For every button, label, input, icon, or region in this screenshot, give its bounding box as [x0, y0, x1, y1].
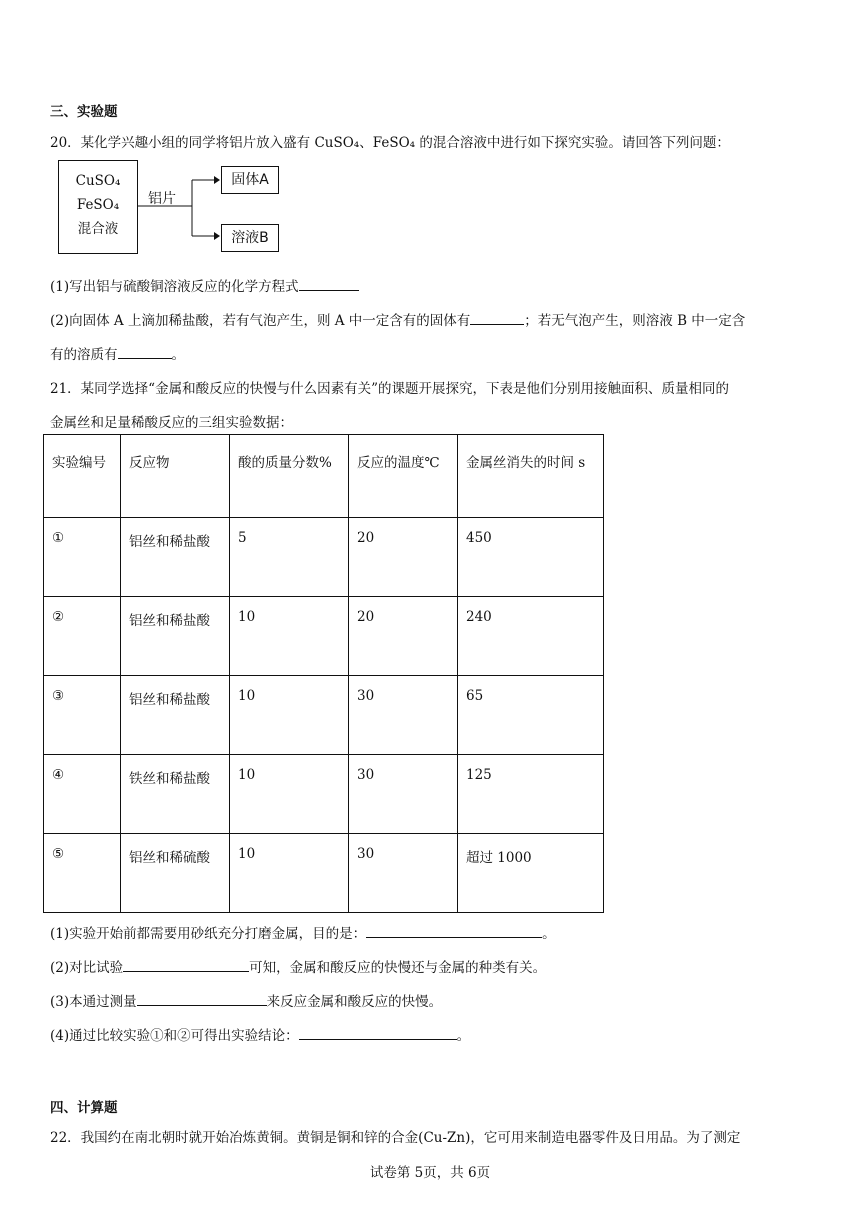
q21-part3 [50, 990, 442, 1010]
mixture-cuso4: CuSO₄ [75, 173, 121, 189]
header-experiment-number: 实验编号 [44, 435, 121, 518]
cell-reactant: 铝丝和稀盐酸 [121, 597, 230, 676]
cell-time: 超过 1000 [458, 834, 604, 913]
q21-part1-text-b: 。 [542, 926, 556, 942]
cell-time: 125 [458, 755, 604, 834]
cell-reactant: 铝丝和稀硫酸 [121, 834, 230, 913]
cell-temperature: 30 [349, 834, 458, 913]
cell-temperature: 20 [349, 518, 458, 597]
q21-part1-text-a: (1)实验开始前都需要用砂纸充分打磨金属，目的是： [50, 926, 367, 942]
q21-intro-line1: 21．某同学选择“金属和酸反应的快慢与什么因素有关”的课题开展探究，下表是他们分别用接触面积、质量相同的 [50, 381, 729, 397]
q20-part2-text-c: 有的溶质有 [50, 347, 118, 363]
table-row [44, 676, 604, 755]
cell-number: ① [44, 518, 121, 597]
answer-blank[interactable] [366, 925, 542, 938]
cell-time: 240 [458, 597, 604, 676]
solution-b-box: 溶液B [221, 224, 279, 252]
cell-temperature: 30 [349, 755, 458, 834]
table-row [44, 834, 604, 913]
cell-acid-fraction: 10 [230, 676, 349, 755]
experiment-diagram [56, 160, 286, 256]
cell-temperature: 30 [349, 676, 458, 755]
section-title-experiment: 三、实验题 [50, 104, 118, 120]
header-acid-mass-fraction: 酸的质量分数% [230, 435, 349, 518]
cell-number: ④ [44, 755, 121, 834]
header-temperature: 反应的温度℃ [349, 435, 458, 518]
cell-acid-fraction: 10 [230, 755, 349, 834]
cell-acid-fraction: 10 [230, 834, 349, 913]
q20-part2-text-d: 。 [171, 347, 185, 363]
q21-part1 [50, 922, 556, 942]
q22-intro: 22．我国约在南北朝时就开始冶炼黄铜。黄铜是铜和锌的合金(Cu-Zn)，它可用来制造电器零件及日用品。为了测定 [50, 1130, 741, 1146]
cell-time: 450 [458, 518, 604, 597]
answer-blank[interactable] [299, 278, 359, 291]
q21-part4 [50, 1024, 470, 1044]
cell-temperature: 20 [349, 597, 458, 676]
q20-part2-line1 [50, 309, 745, 329]
q20-part2-line2 [50, 343, 185, 363]
table-row [44, 518, 604, 597]
q21-intro-line2: 金属丝和足量稀酸反应的三组实验数据： [50, 415, 293, 431]
q20-part2-text-a: (2)向固体 A 上滴加稀盐酸，若有气泡产生，则 A 中一定含有的固体有 [50, 313, 471, 329]
q21-part4-text-b: 。 [456, 1028, 471, 1044]
solid-a-box: 固体A [221, 166, 279, 194]
header-disappear-time: 金属丝消失的时间 s [458, 435, 604, 518]
mixture-label: 混合液 [77, 221, 119, 237]
table-header-row [44, 435, 604, 518]
answer-blank[interactable] [123, 959, 249, 972]
q21-part2-text-b: 可知，金属和酸反应的快慢还与金属的种类有关。 [249, 960, 547, 976]
cell-number: ② [44, 597, 121, 676]
cell-acid-fraction: 10 [230, 597, 349, 676]
q21-part3-text-a: (3)本通过测量 [50, 994, 137, 1010]
cell-acid-fraction: 5 [230, 518, 349, 597]
q21-part3-text-b: 来反应金属和酸反应的快慢。 [266, 994, 443, 1010]
cell-reactant: 铁丝和稀盐酸 [121, 755, 230, 834]
cell-time: 65 [458, 676, 604, 755]
q20-part1-text: (1)写出铝与硫酸铜溶液反应的化学方程式 [50, 279, 299, 295]
mixture-feso4: FeSO₄ [76, 197, 120, 213]
section-title-calculation: 四、计算题 [50, 1100, 118, 1116]
cell-number: ⑤ [44, 834, 121, 913]
answer-blank[interactable] [299, 1027, 457, 1040]
q21-part4-text-a: (4)通过比较实验①和②可得出实验结论： [50, 1028, 299, 1044]
cell-reactant: 铝丝和稀盐酸 [121, 676, 230, 755]
arrow-label-aluminum: 铝片 [148, 191, 176, 207]
q20-part2-text-b: ；若无气泡产生，则溶液 B 中一定含 [524, 313, 746, 329]
page-footer: 试卷第 5页，共 6页 [369, 1165, 491, 1181]
header-reactants: 反应物 [121, 435, 230, 518]
q20-intro: 20．某化学兴趣小组的同学将铝片放入盛有 CuSO₄、FeSO₄ 的混合溶液中进行如下探究实验。请回答下列问题： [50, 135, 730, 151]
experiment-data-table [43, 434, 604, 913]
table-row [44, 755, 604, 834]
q20-part1 [50, 275, 359, 295]
table-row [44, 597, 604, 676]
q21-part2-text-a: (2)对比试验 [50, 960, 124, 976]
cell-number: ③ [44, 676, 121, 755]
answer-blank[interactable] [137, 993, 267, 1006]
q21-part2 [50, 956, 546, 976]
answer-blank[interactable] [118, 346, 172, 359]
answer-blank[interactable] [470, 312, 524, 325]
cell-reactant: 铝丝和稀盐酸 [121, 518, 230, 597]
